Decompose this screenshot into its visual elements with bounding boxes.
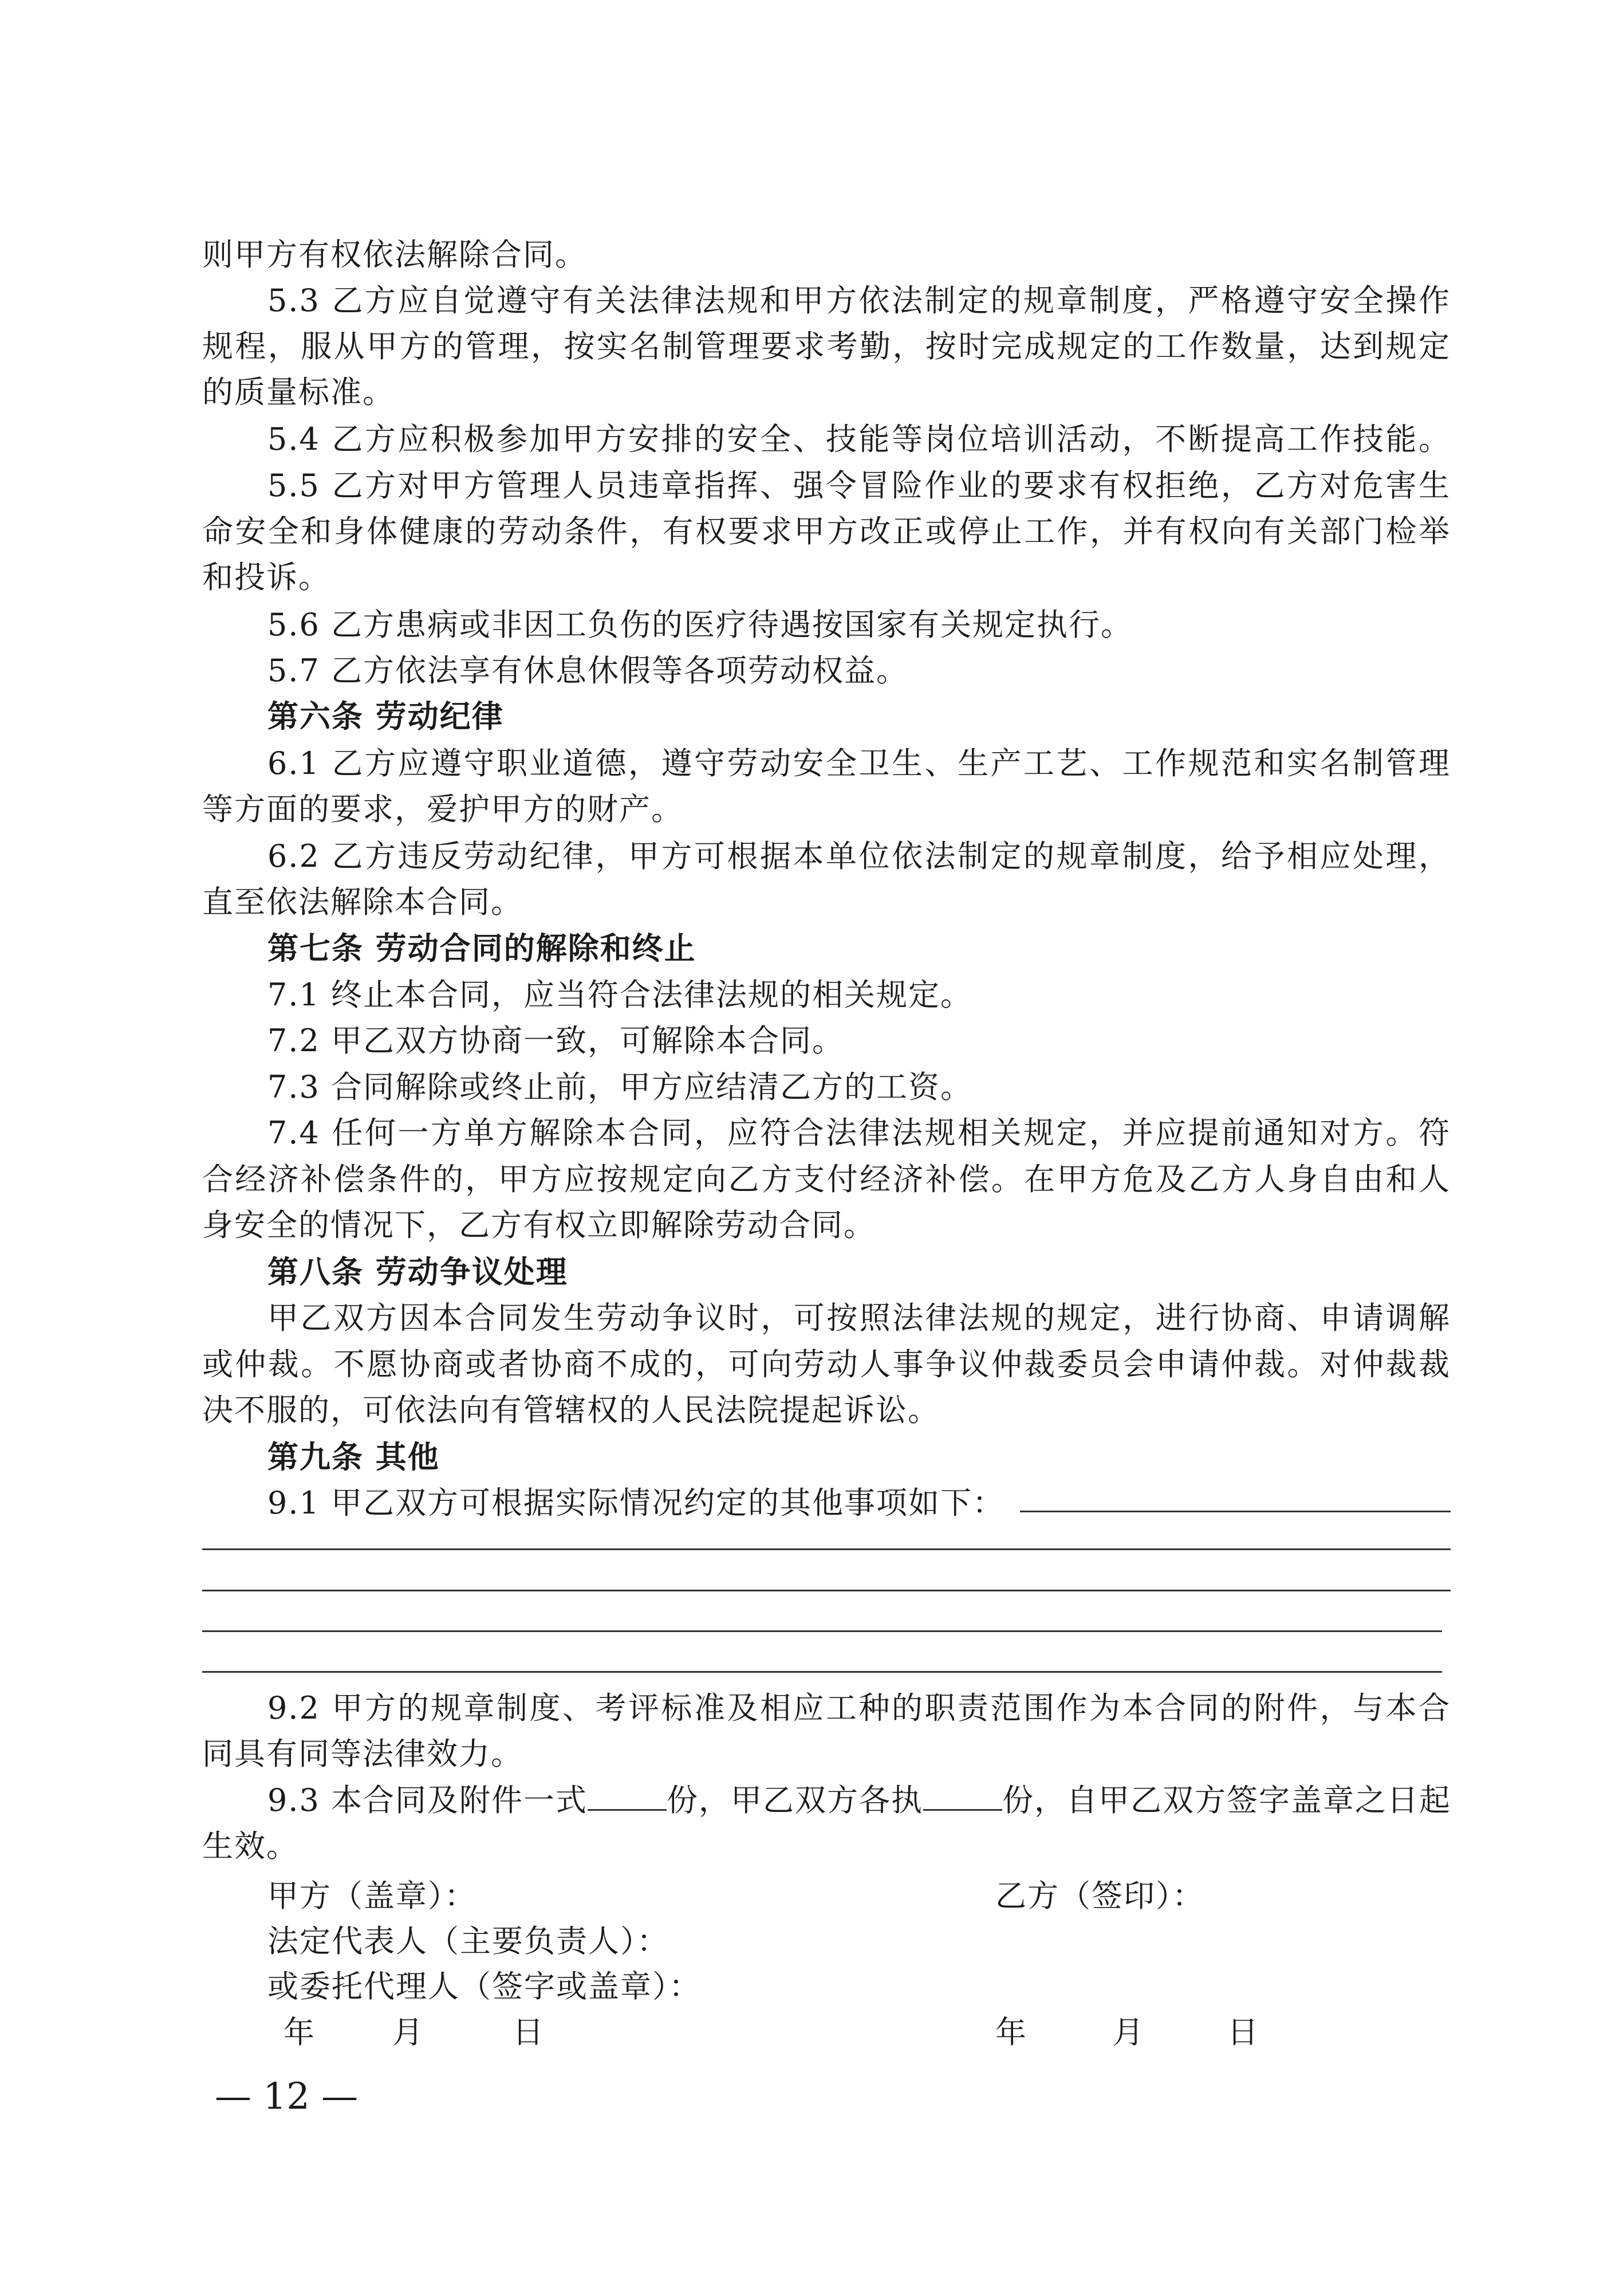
text-line: 和投诉。 bbox=[202, 559, 330, 595]
text-line: 决不服的，可依法向有管辖权的人民法院提起诉讼。 bbox=[202, 1392, 940, 1428]
text-line: 则甲方有权依法解除合同。 bbox=[202, 237, 587, 273]
year-label: 年 bbox=[995, 2014, 1027, 2050]
text-line: 直至依法解除本合同。 bbox=[202, 884, 523, 920]
text-line: 身安全的情况下，乙方有权立即解除劳动合同。 bbox=[202, 1207, 876, 1243]
legal-rep-label: 法定代表人（主要负责人）： bbox=[267, 1923, 669, 1959]
clause-6-2: 6.2 乙方违反劳动纪律，甲方可根据本单位依法制定的规章制度，给予相应处理， bbox=[267, 838, 1451, 874]
text-line: 同具有同等法律效力。 bbox=[202, 1736, 523, 1772]
fill-in-line bbox=[202, 1630, 1442, 1632]
clause-7-2: 7.2 甲乙双方协商一致，可解除本合同。 bbox=[267, 1023, 845, 1059]
year-label: 年 bbox=[283, 2014, 316, 2050]
clause-5-3: 5.3 乙方应自觉遵守有关法律法规和甲方依法制定的规章制度，严格遵守安全操作 bbox=[267, 282, 1451, 319]
text-line: 生效。 bbox=[202, 1828, 298, 1864]
clause-6-1: 6.1 乙方应遵守职业道德，遵守劳动安全卫生、生产工艺、工作规范和实名制管理 bbox=[267, 745, 1451, 781]
article-9-heading: 第九条 其他 bbox=[267, 1439, 440, 1475]
text-line: 的质量标准。 bbox=[202, 374, 395, 410]
text-line: 合经济补偿条件的，甲方应按规定向乙方支付经济补偿。在甲方危及乙方人身自由和人 bbox=[202, 1161, 1451, 1197]
fill-in-line bbox=[1020, 1511, 1451, 1512]
party-a-date bbox=[283, 2010, 545, 2055]
month-label: 月 bbox=[1113, 2014, 1145, 2050]
clause-7-4: 7.4 任何一方单方解除本合同，应符合法律法规相关规定，并应提前通知对方。符 bbox=[267, 1115, 1451, 1151]
page-number: — 12 — bbox=[215, 2075, 359, 2118]
clause-5-4: 5.4 乙方应积极参加甲方安排的安全、技能等岗位培训活动，不断提高工作技能。 bbox=[267, 421, 1451, 457]
day-label: 日 bbox=[513, 2014, 545, 2050]
article-8-text: 甲乙双方因本合同发生劳动争议时，可按照法律法规的规定，进行协商、申请调解 bbox=[267, 1300, 1451, 1336]
article-6-heading: 第六条 劳动纪律 bbox=[267, 698, 504, 734]
text-line: 等方面的要求，爱护甲方的财产。 bbox=[202, 791, 683, 827]
party-b-date bbox=[995, 2010, 1259, 2055]
fill-in-line bbox=[202, 1590, 1451, 1591]
clause-9-2: 9.2 甲方的规章制度、考评标准及相应工种的职责范围作为本合同的附件，与本合 bbox=[267, 1690, 1451, 1726]
article-7-heading: 第七条 劳动合同的解除和终止 bbox=[267, 930, 696, 966]
copies-total-blank bbox=[588, 1780, 667, 1811]
party-a-seal-label: 甲方（盖章）： bbox=[267, 1878, 476, 1914]
text-line: 或仲裁。不愿协商或者协商不成的，可向劳动人事争议仲裁委员会申请仲裁。对仲裁裁 bbox=[202, 1346, 1451, 1382]
clause-9-3-part3: 份，自甲乙双方签字盖章之日起 bbox=[1002, 1782, 1452, 1818]
text-line: 规程，服从甲方的管理，按实名制管理要求考勤，按时完成规定的工作数量，达到规定 bbox=[202, 328, 1451, 364]
clause-5-5: 5.5 乙方对甲方管理人员违章指挥、强令冒险作业的要求有权拒绝，乙方对危害生 bbox=[267, 467, 1451, 504]
fill-in-line bbox=[202, 1548, 1451, 1550]
clause-5-6: 5.6 乙方患病或非因工负伤的医疗待遇按国家有关规定执行。 bbox=[267, 607, 1133, 643]
agent-label: 或委托代理人（签字或盖章）： bbox=[267, 1968, 701, 2004]
article-8-heading: 第八条 劳动争议处理 bbox=[267, 1254, 568, 1290]
copies-each-blank bbox=[923, 1780, 1002, 1811]
clause-5-7: 5.7 乙方依法享有休息休假等各项劳动权益。 bbox=[267, 652, 909, 689]
clause-9-3-part1: 9.3 本合同及附件一式 bbox=[267, 1782, 588, 1818]
clause-9-1: 9.1 甲乙双方可根据实际情况约定的其他事项如下： bbox=[267, 1485, 1005, 1521]
clause-9-3 bbox=[267, 1778, 1451, 1823]
clause-7-3: 7.3 合同解除或终止前，甲方应结清乙方的工资。 bbox=[267, 1069, 973, 1105]
fill-in-line bbox=[202, 1671, 1442, 1673]
day-label: 日 bbox=[1227, 2014, 1259, 2050]
text-line: 命安全和身体健康的劳动条件，有权要求甲方改正或停止工作，并有权向有关部门检举 bbox=[202, 513, 1451, 549]
month-label: 月 bbox=[392, 2014, 424, 2050]
clause-7-1: 7.1 终止本合同，应当符合法律法规的相关规定。 bbox=[267, 977, 973, 1013]
party-b-sign-label: 乙方（签印）： bbox=[995, 1878, 1204, 1914]
clause-9-3-part2: 份，甲乙双方各执 bbox=[667, 1782, 924, 1818]
